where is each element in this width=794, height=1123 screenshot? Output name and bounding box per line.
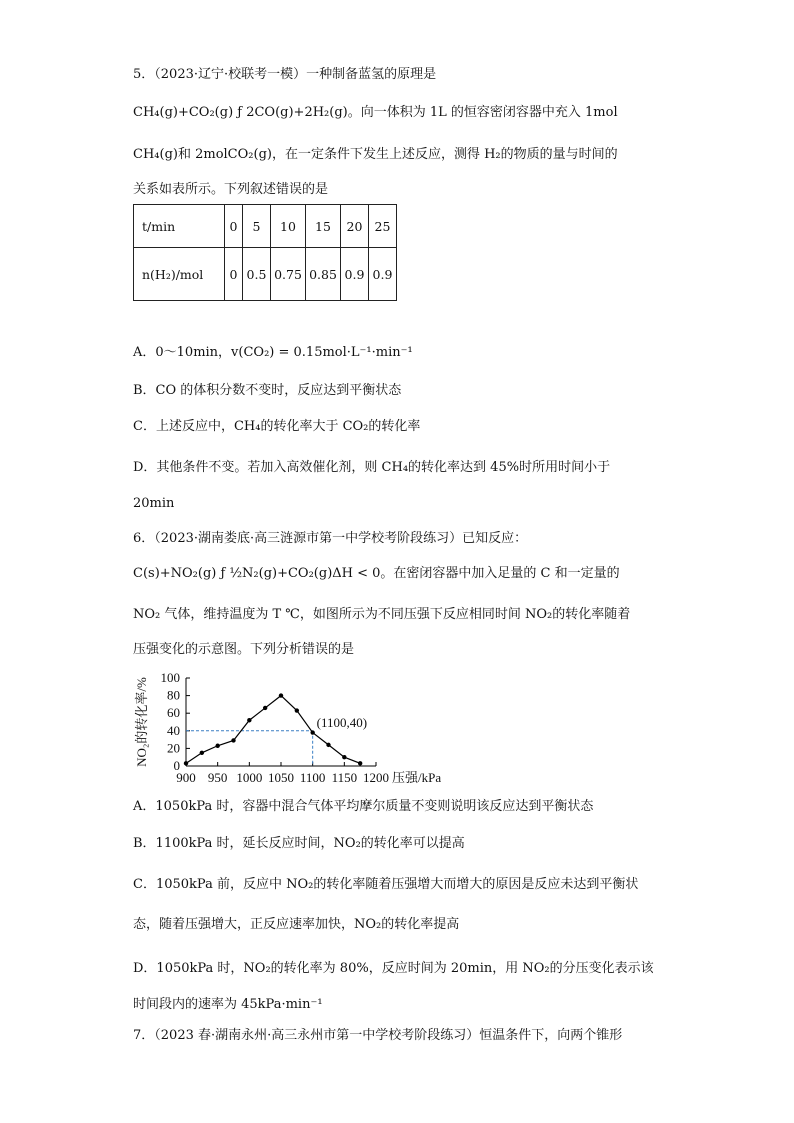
table-cell: 0.5 (243, 248, 271, 301)
q6-option-a: A．1050kPa 时，容器中混合气体平均摩尔质量不变则说明该反应达到平衡状态 (133, 799, 594, 814)
x-tick-label: 900 (176, 770, 196, 785)
q6-option-d: D．1050kPa 时，NO₂的转化率为 80%，反应时间为 20min，用 NO₂的分压变化表示该 (133, 961, 654, 976)
q5-data-table (133, 204, 397, 301)
q5-option-a: A．0～10min，v(CO₂) = 0.15mol·L⁻¹·min⁻¹ (133, 345, 413, 360)
q5-option-c: C．上述反应中，CH₄的转化率大于 CO₂的转化率 (133, 419, 421, 434)
data-point (295, 708, 299, 712)
table-cell: 0.9 (341, 248, 369, 301)
x-tick-label: 1150 (331, 770, 358, 785)
q6-option-b: B．1100kPa 时，延长反应时间，NO₂的转化率可以提高 (133, 836, 465, 851)
q6-equation: C(s)+NO₂(g) ƒ ½N₂(g)+CO₂(g)ΔH < 0。在密闭容器中加入足量的 C 和一定量的 (133, 566, 620, 581)
x-tick-label: 1200 (363, 770, 389, 785)
y-tick-label: 100 (160, 672, 180, 685)
table-cell: 0.85 (306, 248, 341, 301)
annotation-label: (1100,40) (316, 714, 368, 730)
q6-stem: 6．（2023·湖南娄底·高三涟源市第一中学校考阶段练习）已知反应： (133, 531, 528, 546)
x-tick-label: 1050 (268, 770, 294, 785)
q5-stem: 5．（2023·辽宁·校联考一模）一种制备蓝氢的原理是 (133, 67, 437, 82)
no2-conversion-chart (130, 672, 450, 788)
data-point (184, 761, 188, 765)
table-cell: 20 (341, 205, 369, 248)
data-point (326, 743, 330, 747)
y-tick-label: 20 (167, 740, 180, 756)
q6-text-line: 压强变化的示意图。下列分析错误的是 (133, 642, 355, 657)
q6-option-c-cont: 态，随着压强增大，正反应速率加快，NO₂的转化率提高 (133, 917, 460, 932)
table-cell: 10 (271, 205, 306, 248)
x-tick-label: 1000 (236, 770, 263, 785)
y-axis-label: NO₂的转化率/% (134, 677, 149, 767)
q7-stem: 7．（2023 春·湖南永州·高三永州市第一中学校考阶段练习）恒温条件下，向两个锥形 (133, 1028, 623, 1043)
y-tick-label: 40 (167, 722, 180, 738)
q5-text-line: 关系如表所示。下列叙述错误的是 (133, 182, 329, 197)
q5-option-d: D．其他条件不变。若加入高效催化剂，则 CH₄的转化率达到 45%时所用时间小于 (133, 460, 611, 475)
table-cell: 25 (369, 205, 397, 248)
q5-equation: CH₄(g)+CO₂(g) ƒ 2CO(g)+2H₂(g)。向一体积为 1L 的恒容密闭容器中充入 1mol (133, 105, 618, 120)
table-row-header: n(H₂)/mol (134, 248, 225, 301)
data-point (247, 718, 251, 722)
q6-text-line: NO₂ 气体，维持温度为 T ℃，如图所示为不同压强下反应相同时间 NO₂的转化率随着 (133, 607, 631, 622)
q5-option-d-cont: 20min (133, 496, 175, 511)
data-point (279, 693, 283, 697)
data-point (200, 751, 204, 755)
table-row (134, 248, 397, 301)
table-row-header: t/min (134, 205, 225, 248)
table-cell: 0 (225, 248, 243, 301)
table-cell: 5 (243, 205, 271, 248)
y-tick-label: 60 (167, 705, 180, 721)
data-point (231, 738, 235, 742)
q5-text-line: CH₄(g)和 2molCO₂(g)，在一定条件下发生上述反应，测得 H₂的物质的量与时间的 (133, 147, 618, 162)
y-tick-label: 80 (167, 687, 180, 703)
table-cell: 0 (225, 205, 243, 248)
q5-option-b: B．CO 的体积分数不变时，反应达到平衡状态 (133, 383, 402, 398)
x-tick-label: 1100 (299, 770, 326, 785)
data-point (215, 744, 219, 748)
data-point (310, 730, 314, 734)
data-point (342, 755, 346, 759)
table-cell: 0.9 (369, 248, 397, 301)
q6-option-d-cont: 时间段内的速率为 45kPa·min⁻¹ (133, 997, 323, 1012)
table-cell: 0.75 (271, 248, 306, 301)
x-axis-label: 压强/kPa (392, 770, 442, 785)
data-point (358, 761, 362, 765)
q6-option-c: C．1050kPa 前，反应中 NO₂的转化率随着压强增大而增大的原因是反应未达到平衡状 (133, 877, 639, 892)
data-point (263, 706, 267, 710)
table-cell: 15 (306, 205, 341, 248)
x-tick-label: 950 (207, 770, 228, 785)
y-tick-label: 0 (173, 758, 180, 773)
table-row (134, 205, 397, 248)
